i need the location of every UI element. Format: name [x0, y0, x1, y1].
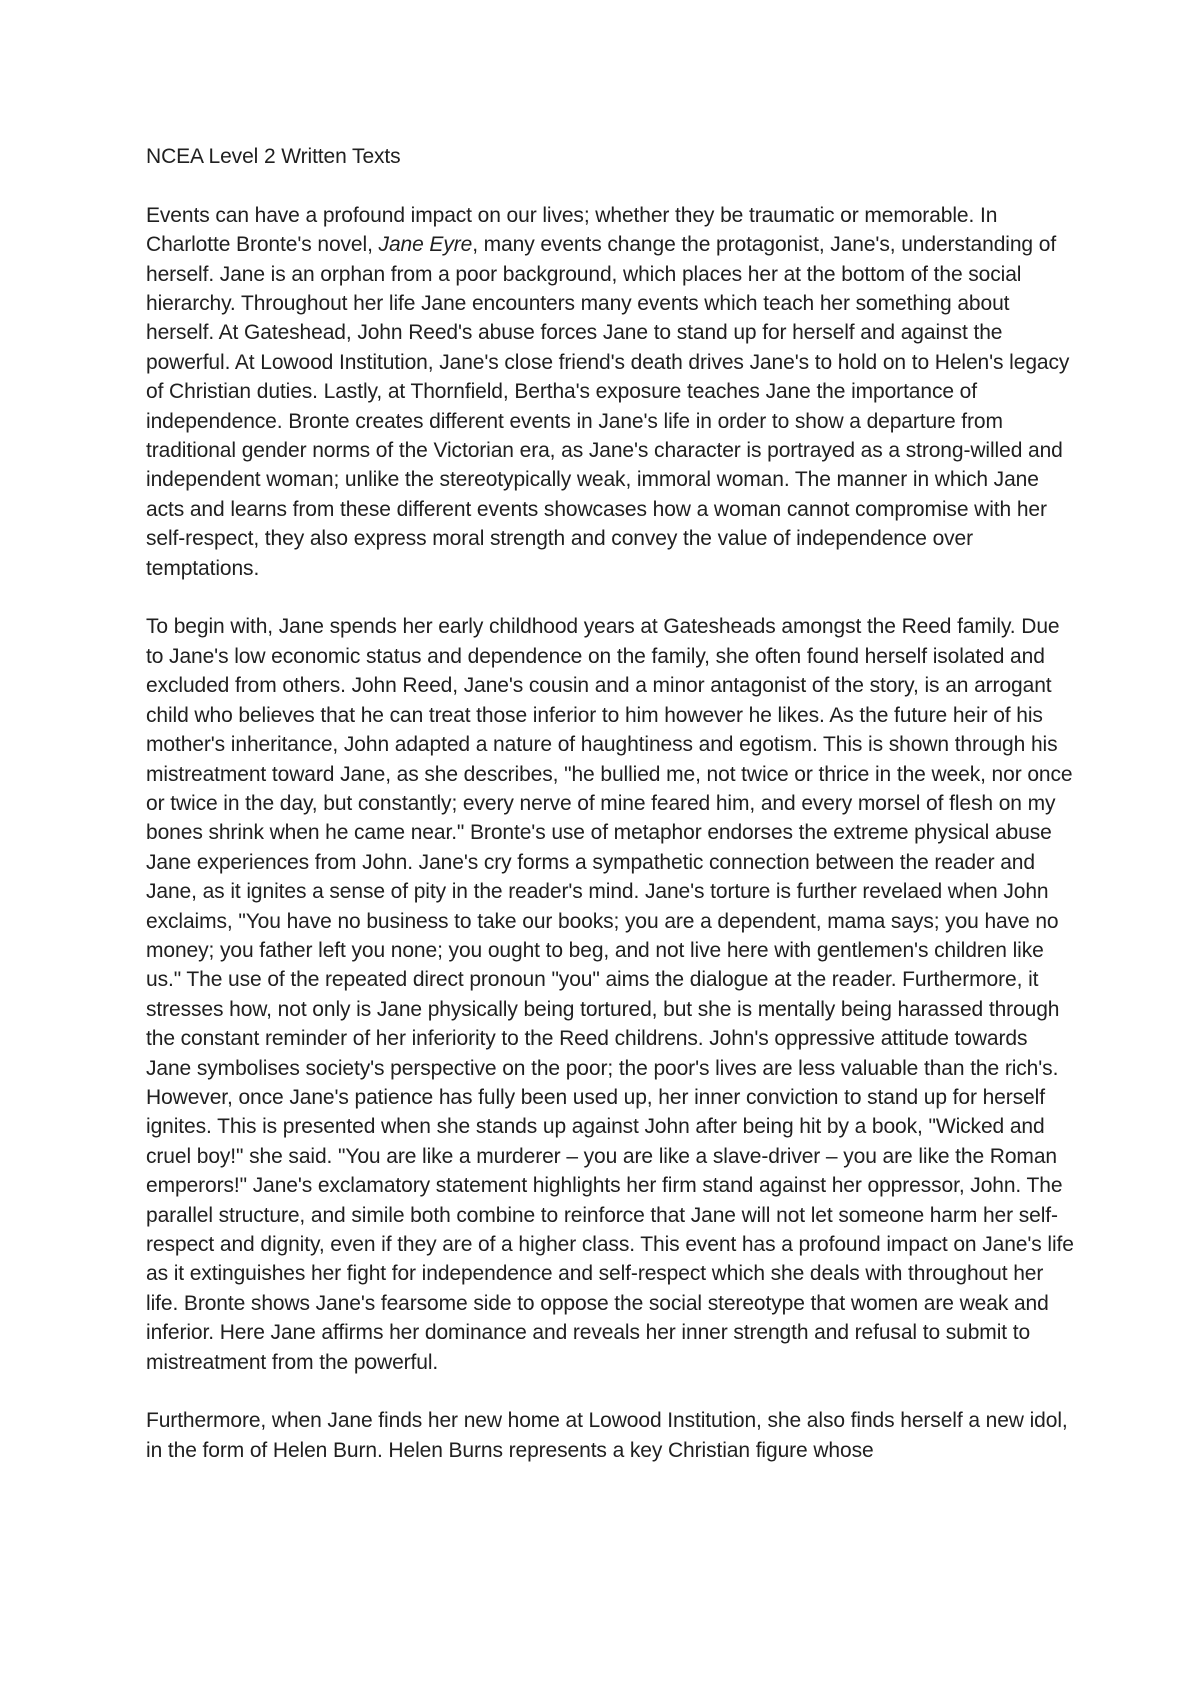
document-title: NCEA Level 2 Written Texts: [146, 145, 401, 168]
novel-title-italic: Jane Eyre: [378, 233, 473, 257]
paragraph-intro-text-start: Events can have a profound impact on our lives; whether they be traumatic or memorable. In Charlotte Bronte's novel,: [146, 203, 998, 257]
paragraph-lowood: Furthermore, when Jane finds her new home at Lowood Institution, she also finds herself a new idol, in the form of Helen Burn. Helen Burns represents a key Christian figure whose: [146, 1409, 1068, 1462]
paragraph-introduction: [146, 201, 1074, 583]
document-body: [146, 142, 1074, 1495]
paragraph-gateshead: To begin with, Jane spends her early childhood years at Gatesheads amongst the Reed family. Due to Jane's low economic status and dependence on the family, she often found herself isolated and excluded from others. John Reed, Jane's cousin and a minor antagonist of the story, is an arrogant child who believes that he can treat those inferior to him however he likes. As the future heir of his mother's inheritance, John adapted a nature of haughtiness and egotism. This is shown through his mistreatment toward Jane, as she describes, "he bullied me, not twice or thrice in the week, nor once or twice in the day, but constantly; every nerve of mine feared him, and every morsel of flesh on my bones shrink when he came near." Bronte's use of metaphor endorses the extreme physical abuse Jane experiences from John. Jane's cry forms a sympathetic connection between the reader and Jane, as it ignites a sense of pity in the reader's mind. Jane's torture is further revelaed when John exclaims, "You have no business to take our books; you are a dependent, mama says; you have no money; you father left you none; you ought to beg, and not live here with gentlemen's children like us." The use of the repeated direct pronoun "you" aims the dialogue at the reader. Furthermore, it stresses how, not only is Jane physically being tortured, but she is mentally being harassed through the constant reminder of her inferiority to the Reed childrens. John's oppressive attitude towards Jane symbolises society's perspective on the poor; the poor's lives are less valuable than the rich's. However, once Jane's patience has fully been used up, her inner conviction to stand up for herself ignites. This is presented when she stands up against John after being hit by a book, "Wicked and cruel boy!" she said. "You are like a murderer – you are like a slave-driver – you are like the Roman emperors!" Jane's exclamatory statement highlights her firm stand against her oppressor, John. The parallel structure, and simile both combine to reinforce that Jane will not let someone harm her self-respect and dignity, even if they are of a higher class. This event has a profound impact on Jane's life as it extinguishes her fight for independence and self-respect which she deals with throughout her life. Bronte shows Jane's fearsome side to oppose the social stereotype that women are weak and inferior. Here Jane affirms her dominance and reveals her inner strength and refusal to submit to mistreatment from the powerful.: [146, 615, 1074, 1374]
paragraph-intro-text-end: , many events change the protagonist, Jane's, understanding of herself. Jane is an orphan from a poor background, which places her at the bottom of the social hierarchy. Throughout her life Jane encounters many events which teach her something about herself. At Gateshead, John Reed's abuse forces Jane to stand up for herself and against the powerful. At Lowood Institution, Jane's close friend's death drives Jane's to hold on to Helen's legacy of Christian duties. Lastly, at Thornfield, Bertha's exposure teaches Jane the importance of independence. Bronte creates different events in Jane's life in order to show a departure from traditional gender norms of the Victorian era, as Jane's character is portrayed as a strong-willed and independent woman; unlike the stereotypically weak, immoral woman. The manner in which Jane acts and learns from these different events showcases how a woman cannot compromise with her self-respect, they also express moral strength and convey the value of independence over temptations.: [146, 233, 1070, 580]
